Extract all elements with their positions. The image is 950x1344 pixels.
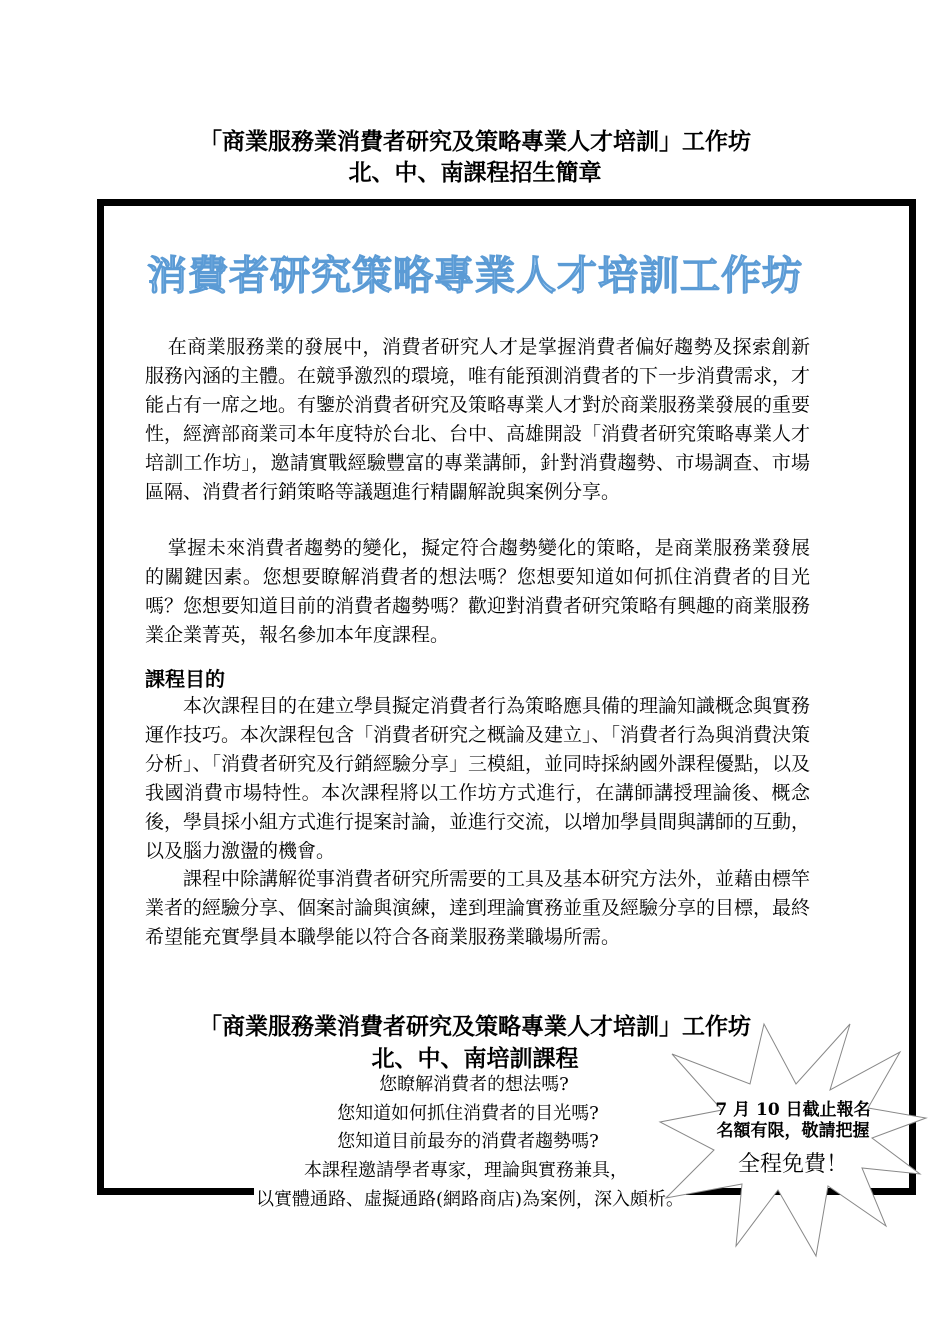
- footer-question-1: 您瞭解消費者的想法嗎?: [379, 1074, 569, 1095]
- intro-text-1: 在商業服務業的發展中，消費者研究人才是掌握消費者偏好趨勢及探索創新服務內涵的主體。在競爭激烈的環境，唯有能預測消費者的下一步消費需求，才能占有一席之地。有鑒於消費者研究及策略專業人才對於商業服務業發展的重要性，經濟部商業司本年度特於台北、台中、高雄開設「消費者研究策略專業人才培訓工作坊」，邀請實戰經驗豐富的專業講師，針對消費趨勢、市場調查、市場區隔、消費者行銷策略等議題進行精闢解說與案例分享。: [145, 336, 811, 503]
- footer-title-line2: 北、中、南培訓課程: [371, 1045, 579, 1072]
- objective-text-2: 課程中除講解從事消費者研究所需要的工具及基本研究方法外，並藉由標竿業者的經驗分享、個案討論與演練，達到理論實務並重及經驗分享的目標，最終希望能充實學員本職學能以符合各商業服務業職場所需。: [145, 868, 811, 948]
- intro-paragraph-1: [145, 333, 810, 507]
- footer-line-5: 以實體通路、虛擬通路(網路商店)為案例，深入頗析。: [254, 1187, 686, 1213]
- starburst-limited: 名額有限，敬請把握: [716, 1121, 870, 1141]
- header-title-line1: 「商業服務業消費者研究及策略專業人才培訓」工作坊: [199, 128, 751, 155]
- intro-paragraph-2: [145, 534, 810, 650]
- footer-title-line1: 「商業服務業消費者研究及策略專業人才培訓」工作坊: [199, 1013, 751, 1040]
- starburst-deadline: 7 月 10 日截止報名: [715, 1100, 871, 1120]
- footer-question-2: 您知道如何抓住消費者的目光嗎?: [337, 1103, 599, 1124]
- objective-paragraph-2: [145, 865, 810, 952]
- starburst-free: 全程免費！: [737, 1152, 848, 1177]
- banner-title: 消費者研究策略專業人才培訓工作坊: [147, 253, 803, 299]
- objective-paragraph-1: [145, 692, 810, 866]
- objective-heading: 課程目的: [145, 667, 225, 691]
- footer-line-4: 本課程邀請學者專家，理論與實務兼具，: [304, 1160, 628, 1181]
- footer-question-3: 您知道目前最夯的消費者趨勢嗎?: [337, 1131, 599, 1152]
- intro-text-2: 掌握未來消費者趨勢的變化，擬定符合趨勢變化的策略，是商業服務業發展的關鍵因素。您想要瞭解消費者的想法嗎？您想要知道如何抓住消費者的目光嗎？您想要知道目前的消費者趨勢嗎？歡迎對消費者研究策略有興趣的商業服務業企業菁英，報名參加本年度課程。: [145, 537, 811, 646]
- header-title-line2: 北、中、南課程招生簡章: [348, 159, 602, 186]
- objective-text-1: 本次課程目的在建立學員擬定消費者行為策略應具備的理論知識概念與實務運作技巧。本次課程包含「消費者研究之概論及建立」、「消費者行為與消費決策分析」、「消費者研究及行銷經驗分享」三模組，並同時採納國外課程優點，以及我國消費市場特性。本次課程將以工作坊方式進行，在講師講授理論後、概念後，學員採小組方式進行提案討論，並進行交流，以增加學員間與講師的互動，以及腦力激盪的機會。: [145, 695, 811, 862]
